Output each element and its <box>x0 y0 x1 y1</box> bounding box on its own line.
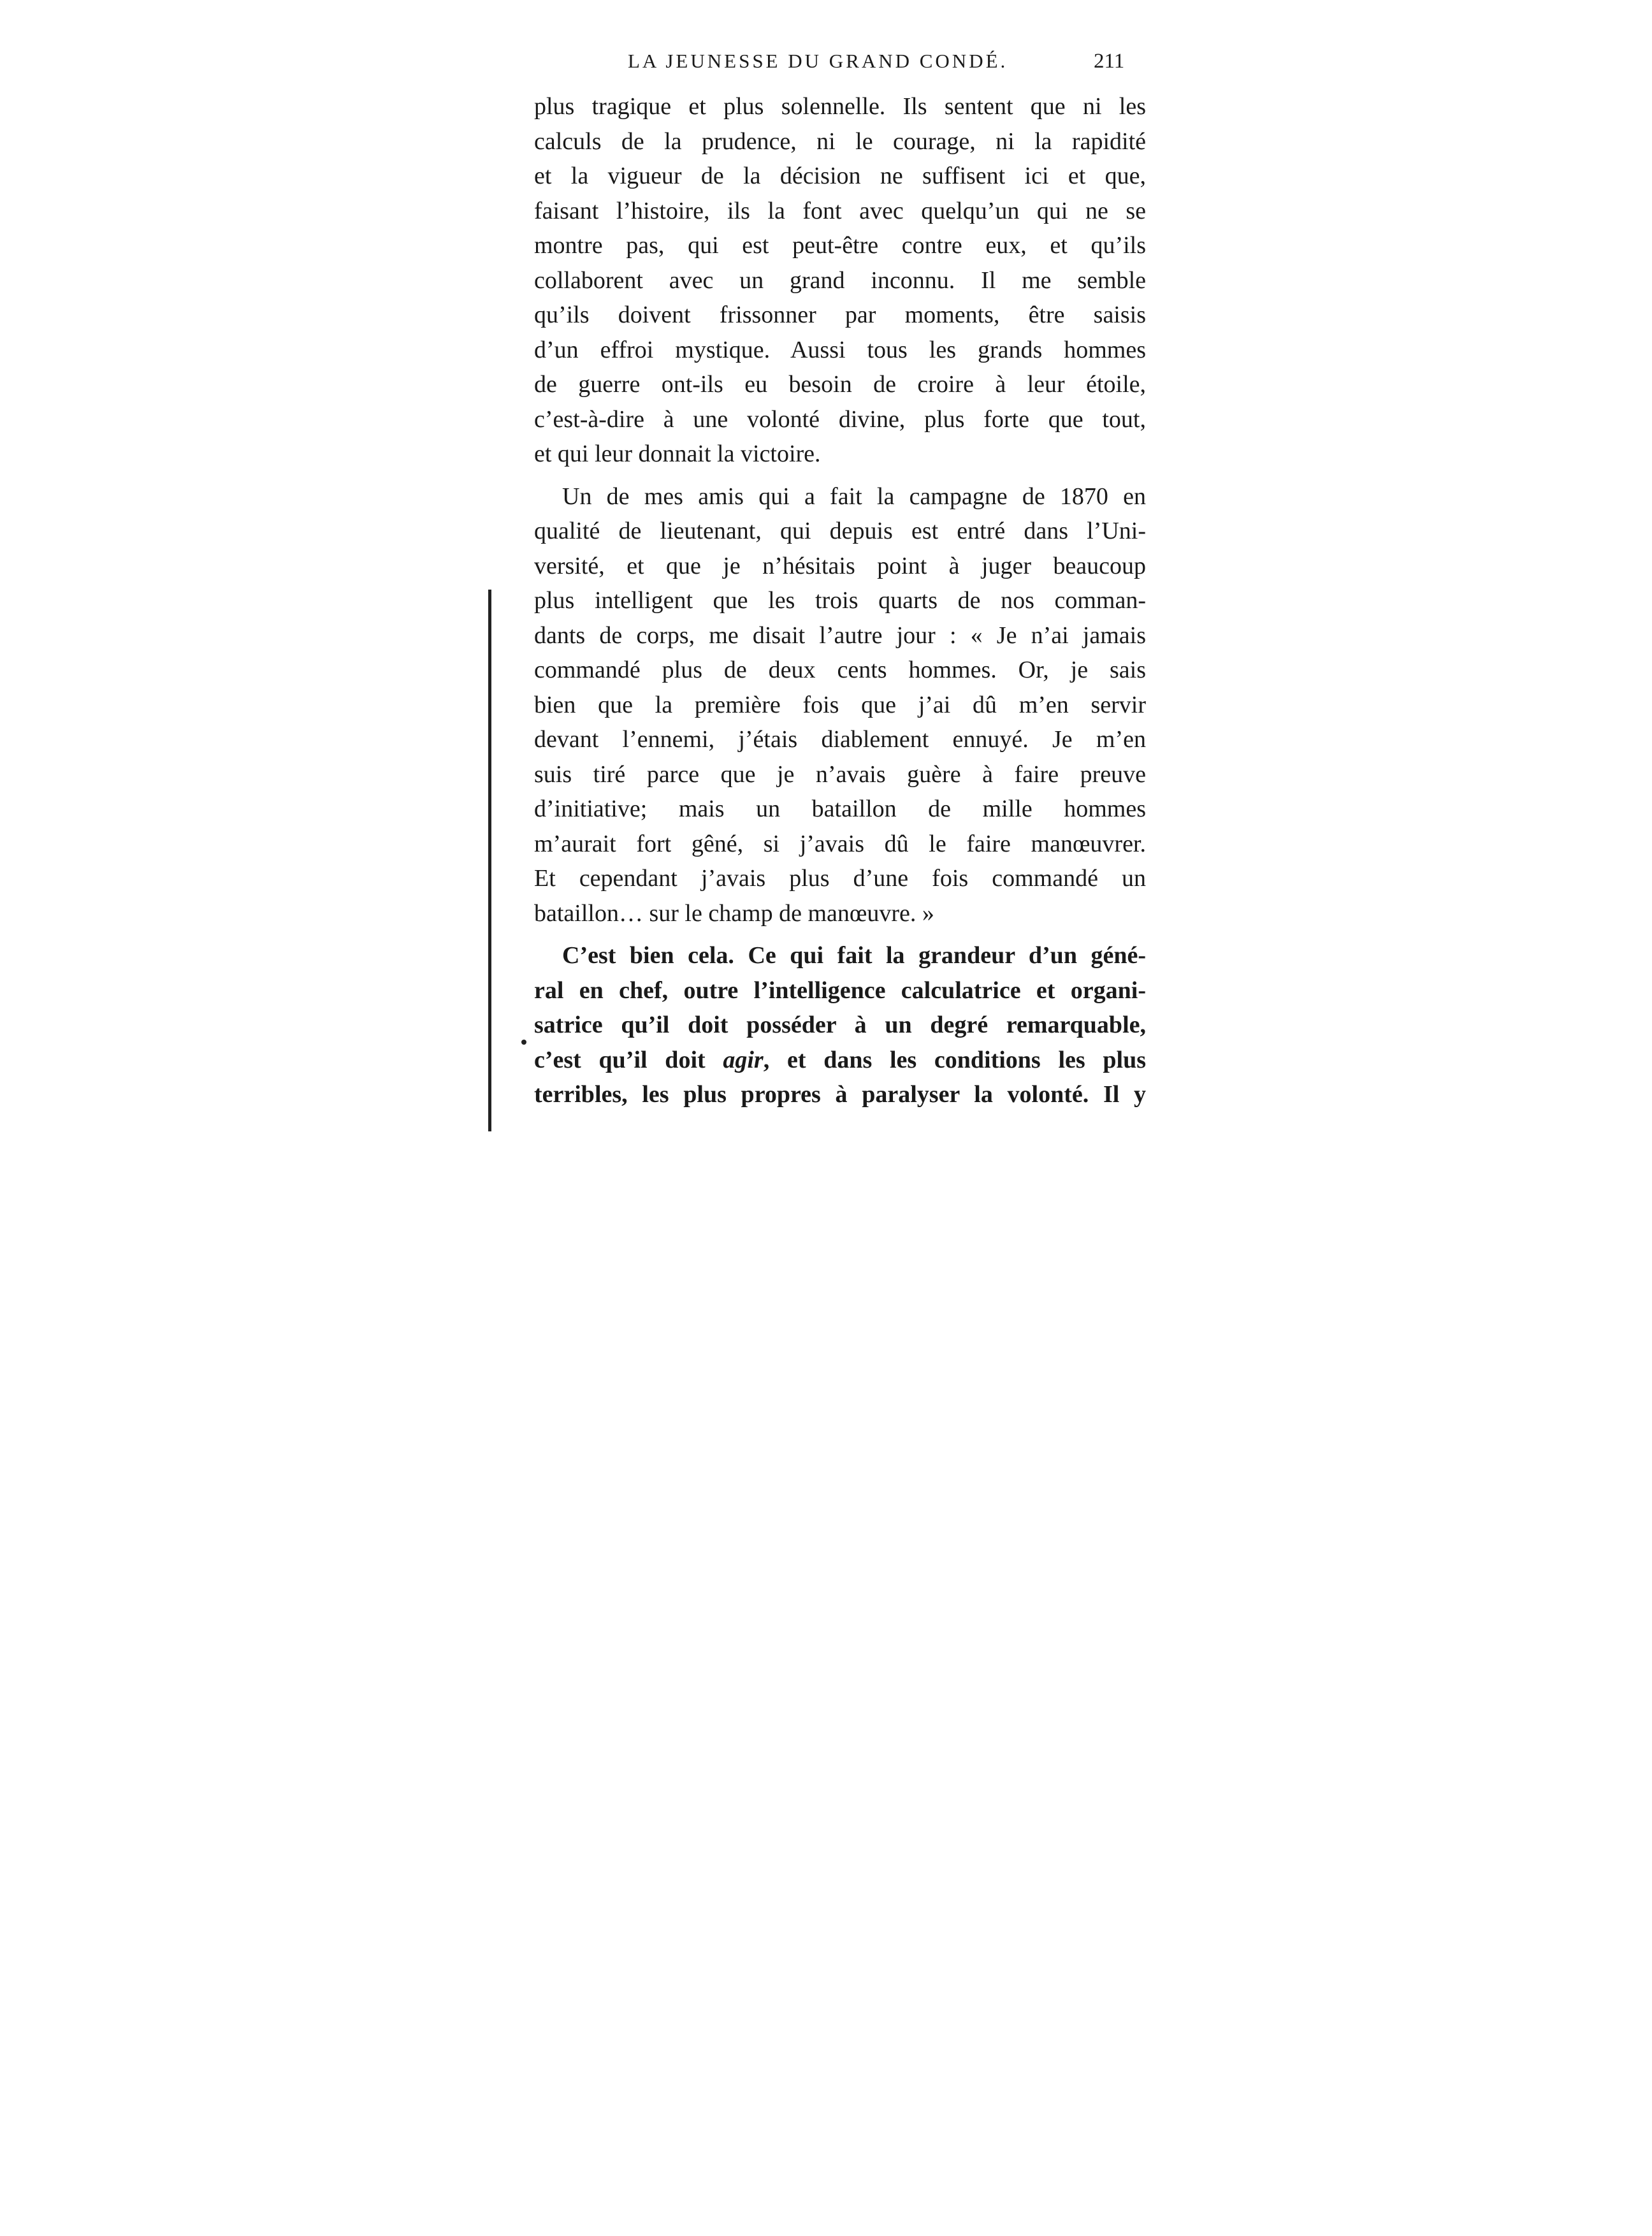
text-segment: c’est qu’il doit <box>534 1046 723 1073</box>
text-line-with-italic <box>534 1043 1146 1078</box>
body-text <box>534 89 1146 1112</box>
text-line: qualité de lieutenant, qui depuis est entré dans l’Uni- <box>534 518 1146 544</box>
text-line: c’est-à-dire à une volonté divine, plus forte que tout, <box>534 405 1146 433</box>
text-line: m’aurait fort gêné, si j’avais dû le faire manœuvrer. <box>534 830 1146 857</box>
text-line: Un de mes amis qui a fait la campagne de 1870 en <box>562 483 1146 510</box>
text-line: de guerre ont-ils eu besoin de croire à leur étoile, <box>534 371 1146 398</box>
italic-word: agir <box>723 1046 764 1073</box>
text-line: terribles, les plus propres à paralyser la volonté. Il y <box>534 1081 1146 1108</box>
text-line: et qui leur donnait la victoire. <box>534 440 821 467</box>
text-line: dants de corps, me disait l’autre jour : « Je n’ai jamais <box>534 621 1146 649</box>
text-line: qu’ils doivent frissonner par moments, être saisis <box>534 301 1146 328</box>
margin-rule <box>488 590 491 1131</box>
margin-dot <box>521 1040 526 1045</box>
running-title: LA JEUNESSE DU GRAND CONDÉ. <box>628 50 1008 72</box>
text-line: montre pas, qui est peut-être contre eux, et qu’ils <box>534 232 1146 259</box>
text-line: plus tragique et plus solennelle. Ils sentent que ni les <box>534 93 1146 120</box>
text-line: collaborent avec un grand inconnu. Il me semble <box>534 266 1146 294</box>
text-line: d’initiative; mais un bataillon de mille hommes <box>534 795 1146 822</box>
text-line: C’est bien cela. Ce qui fait la grandeur d’un géné- <box>562 942 1146 969</box>
text-line: versité, et que je n’hésitais point à juger beaucoup <box>534 552 1146 579</box>
text-segment: , et dans les conditions les plus <box>763 1046 1146 1073</box>
text-line: faisant l’histoire, ils la font avec quelqu’un qui ne se <box>534 197 1146 224</box>
text-line: calculs de la prudence, ni le courage, ni la rapidité <box>534 127 1146 155</box>
text-line: ral en chef, outre l’intelligence calculatrice et organi- <box>534 976 1146 1004</box>
text-line: satrice qu’il doit posséder à un degré remarquable, <box>534 1012 1146 1038</box>
text-line: devant l’ennemi, j’étais diablement ennuyé. Je m’en <box>534 726 1146 753</box>
text-line: suis tiré parce que je n’avais guère à faire preuve <box>534 760 1146 788</box>
text-line: Et cependant j’avais plus d’une fois commandé un <box>534 865 1146 892</box>
text-line: bataillon… sur le champ de manœuvre. » <box>534 899 934 927</box>
text-line: d’un effroi mystique. Aussi tous les grands hommes <box>534 336 1146 363</box>
text-line: plus intelligent que les trois quarts de nos comman- <box>534 587 1146 614</box>
page-number: 211 <box>1094 50 1125 73</box>
text-line: commandé plus de deux cents hommes. Or, je sais <box>534 657 1146 683</box>
text-line: bien que la première fois que j’ai dû m’en servir <box>534 691 1146 718</box>
text-line: et la vigueur de la décision ne suffisent ici et que, <box>534 163 1146 189</box>
